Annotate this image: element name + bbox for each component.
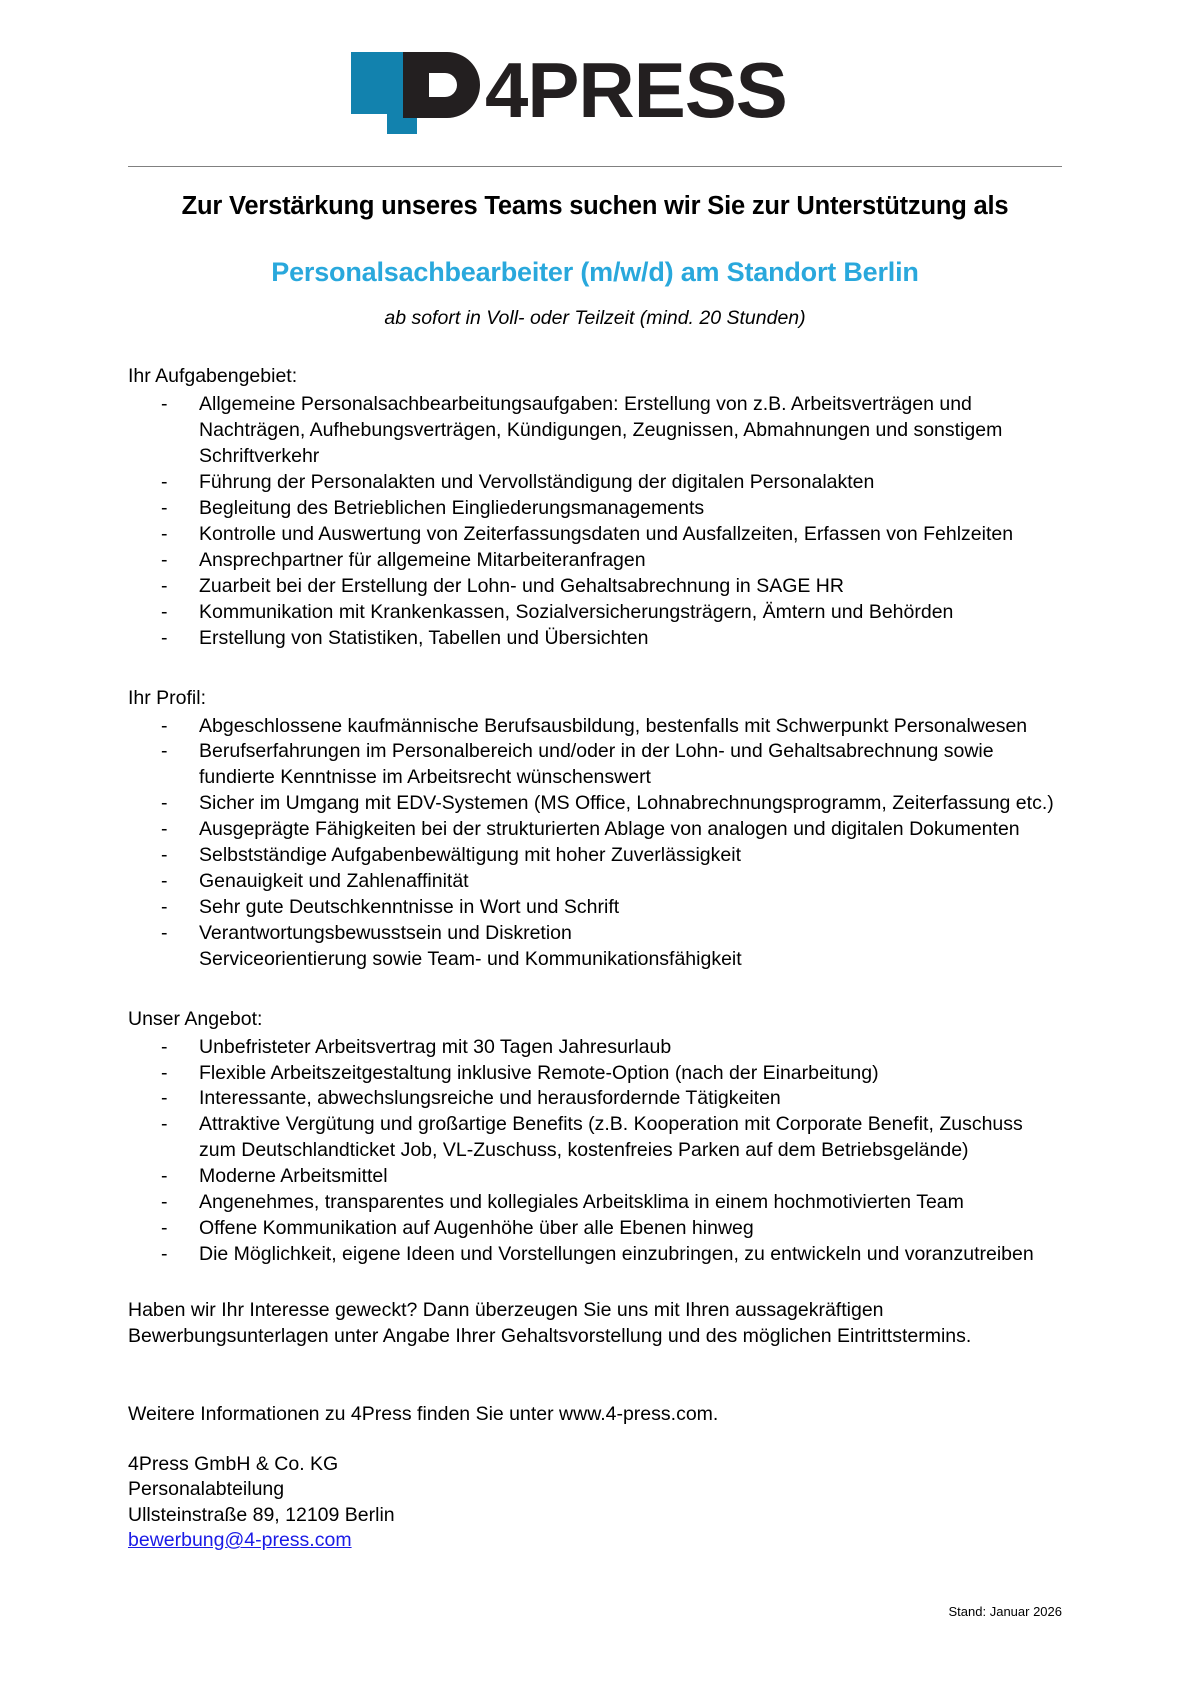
bullet-dash-icon: - <box>161 792 168 815</box>
list-item-no-bullet <box>128 947 1062 973</box>
contact-block <box>128 1452 1062 1554</box>
bullet-dash-icon: - <box>161 393 168 416</box>
list-item-text: Selbstständige Aufgabenbewältigung mit hoher Zuverlässigkeit <box>199 844 742 867</box>
bullet-dash-icon: - <box>161 497 168 520</box>
bullet-dash-icon: - <box>161 870 168 893</box>
list-item-text: Ausgeprägte Fähigkeiten bei der strukturierten Ablage von analogen und digitalen Dokumenten <box>199 818 1020 841</box>
spacer <box>128 1268 1062 1298</box>
list-item-text: Genauigkeit und Zahlenaffinität <box>199 870 469 893</box>
list-item-text: Flexible Arbeitszeitgestaltung inklusive Remote-Option (nach der Einarbeitung) <box>199 1061 879 1084</box>
bullet-dash-icon: - <box>161 1035 168 1058</box>
list-item-text: Offene Kommunikation auf Augenhöhe über alle Ebenen hinweg <box>199 1217 754 1240</box>
list-item <box>128 1086 1062 1112</box>
contact-address: Ullsteinstraße 89, 12109 Berlin <box>128 1503 395 1526</box>
bullet-dash-icon: - <box>161 921 168 944</box>
contact-email-link[interactable]: bewerbung@4-press.com <box>128 1529 352 1552</box>
logo-header <box>128 0 1062 140</box>
list-item <box>128 1035 1062 1061</box>
bullet-dash-icon: - <box>161 471 168 494</box>
list-item <box>128 1216 1062 1242</box>
tasks-heading: Ihr Aufgabengebiet: <box>128 365 298 388</box>
list-item <box>128 1190 1062 1216</box>
list-item <box>128 574 1062 600</box>
list-item <box>128 548 1062 574</box>
contact-department: Personalabteilung <box>128 1478 285 1501</box>
offer-list <box>128 1035 1062 1268</box>
list-item <box>128 496 1062 522</box>
list-item-text: Berufserfahrungen im Personalbereich und/oder in der Lohn- und Gehaltsabrechnung sowie fundierte Kenntnisse im Arbeitsrecht wünschenswert <box>199 740 994 789</box>
list-item-text: Angenehmes, transparentes und kollegiales Arbeitsklima in einem hochmotivierten Team <box>199 1191 964 1214</box>
list-item <box>128 392 1062 470</box>
list-item <box>128 895 1062 921</box>
lead-heading: Zur Verstärkung unseres Teams suchen wir Sie zur Unterstützung als <box>181 192 1009 220</box>
list-item-text: Kontrolle und Auswertung von Zeiterfassungsdaten und Ausfallzeiten, Erfassen von Fehlzeiten <box>199 522 1014 545</box>
list-item-text: Unbefristeter Arbeitsvertrag mit 30 Tagen Jahresurlaub <box>199 1035 672 1058</box>
list-item <box>128 869 1062 895</box>
list-item-text: Ansprechpartner für allgemeine Mitarbeiteranfragen <box>199 548 646 571</box>
list-item <box>128 626 1062 652</box>
list-item-text: Sehr gute Deutschkenntnisse in Wort und Schrift <box>199 895 620 918</box>
page-title: Personalsachbearbeiter (m/w/d) am Standort Berlin <box>271 256 919 287</box>
list-item <box>128 817 1062 843</box>
header-divider <box>128 166 1062 167</box>
list-item-text: Kommunikation mit Krankenkassen, Sozialversicherungsträgern, Ämtern und Behörden <box>199 600 954 623</box>
more-info-paragraph: Weitere Informationen zu 4Press finden Sie unter www.4-press.com. <box>128 1402 719 1425</box>
profile-heading: Ihr Profil: <box>128 686 207 709</box>
list-item <box>128 1164 1062 1190</box>
list-item-text: Serviceorientierung sowie Team- und Kommunikationsfähigkeit <box>199 947 742 970</box>
list-item <box>128 739 1062 791</box>
list-item-text: Attraktive Vergütung und großartige Benefits (z.B. Kooperation mit Corporate Benefit, Zuschuss zum Deutschlandticket Job, VL-Zuschuss, kostenfreies Parken auf dem Betriebsgelände) <box>199 1113 1023 1162</box>
bullet-dash-icon: - <box>161 522 168 545</box>
list-item <box>128 714 1062 740</box>
list-item <box>128 522 1062 548</box>
call-to-action-paragraph: Haben wir Ihr Interesse geweckt? Dann überzeugen Sie uns mit Ihren aussagekräftigen Bewerbungsunterlagen unter Angabe Ihrer Gehaltsvorstellung und des möglichen Eintrittstermins. <box>128 1298 972 1347</box>
list-item-text: Allgemeine Personalsachbearbeitungsaufgaben: Erstellung von z.B. Arbeitsverträgen und Nachträgen, Aufhebungsverträgen, Kündigungen, Zeugnissen, Abmahnungen und sonstigem Schriftverkehr <box>199 393 1003 468</box>
bullet-dash-icon: - <box>161 600 168 623</box>
list-item <box>128 843 1062 869</box>
bullet-dash-icon: - <box>161 1217 168 1240</box>
list-item-text: Erstellung von Statistiken, Tabellen und Übersichten <box>199 626 649 649</box>
list-item-text: Interessante, abwechslungsreiche und herausfordernde Tätigkeiten <box>199 1087 781 1110</box>
spacer <box>128 1350 1062 1402</box>
bullet-dash-icon: - <box>161 1061 168 1084</box>
section-profile <box>128 686 1062 973</box>
list-item-text: Moderne Arbeitsmittel <box>199 1165 388 1188</box>
section-tasks <box>128 364 1062 651</box>
section-offer <box>128 1007 1062 1268</box>
list-item-text: Zuarbeit bei der Erstellung der Lohn- und Gehaltsabrechnung in SAGE HR <box>199 574 844 597</box>
list-item-text: Begleitung des Betrieblichen Eingliederungsmanagements <box>199 497 705 520</box>
bullet-dash-icon: - <box>161 1165 168 1188</box>
bullet-dash-icon: - <box>161 548 168 571</box>
list-item <box>128 1112 1062 1164</box>
document-content <box>128 0 1062 1554</box>
bullet-dash-icon: - <box>161 574 168 597</box>
job-subtitle: ab sofort in Voll- oder Teilzeit (mind. 20 Stunden) <box>384 307 806 330</box>
bullet-dash-icon: - <box>161 1087 168 1110</box>
contact-company: 4Press GmbH & Co. KG <box>128 1452 339 1475</box>
bullet-dash-icon: - <box>161 1191 168 1214</box>
list-item <box>128 600 1062 626</box>
bullet-dash-icon: - <box>161 626 168 649</box>
bullet-dash-icon: - <box>161 818 168 841</box>
bullet-dash-icon: - <box>161 1113 168 1136</box>
list-item-text: Abgeschlossene kaufmännische Berufsausbildung, bestenfalls mit Schwerpunkt Personalwesen <box>199 714 1028 737</box>
logo-mark-icon <box>345 44 845 140</box>
list-item <box>128 921 1062 947</box>
offer-heading: Unser Angebot: <box>128 1007 263 1030</box>
bullet-dash-icon: - <box>161 895 168 918</box>
spacer <box>128 1428 1062 1452</box>
bullet-dash-icon: - <box>161 714 168 737</box>
footer-stand-date: Stand: Januar 2026 <box>948 1604 1062 1619</box>
profile-list <box>128 714 1062 973</box>
svg-text:4PRESS: 4PRESS <box>485 46 787 134</box>
bullet-dash-icon: - <box>161 844 168 867</box>
list-item-text: Verantwortungsbewusstsein und Diskretion <box>199 921 572 944</box>
list-item <box>128 1242 1062 1268</box>
4press-logo <box>345 44 845 140</box>
bullet-dash-icon: - <box>161 740 168 763</box>
list-item <box>128 1061 1062 1087</box>
list-item-text: Die Möglichkeit, eigene Ideen und Vorstellungen einzubringen, zu entwickeln und voranzutreiben <box>199 1243 1034 1266</box>
list-item-text: Sicher im Umgang mit EDV-Systemen (MS Office, Lohnabrechnungsprogramm, Zeiterfassung etc.) <box>199 792 1054 815</box>
bullet-dash-icon: - <box>161 1243 168 1266</box>
list-item <box>128 470 1062 496</box>
list-item <box>128 791 1062 817</box>
tasks-list <box>128 392 1062 651</box>
list-item-text: Führung der Personalakten und Vervollständigung der digitalen Personalakten <box>199 471 875 494</box>
